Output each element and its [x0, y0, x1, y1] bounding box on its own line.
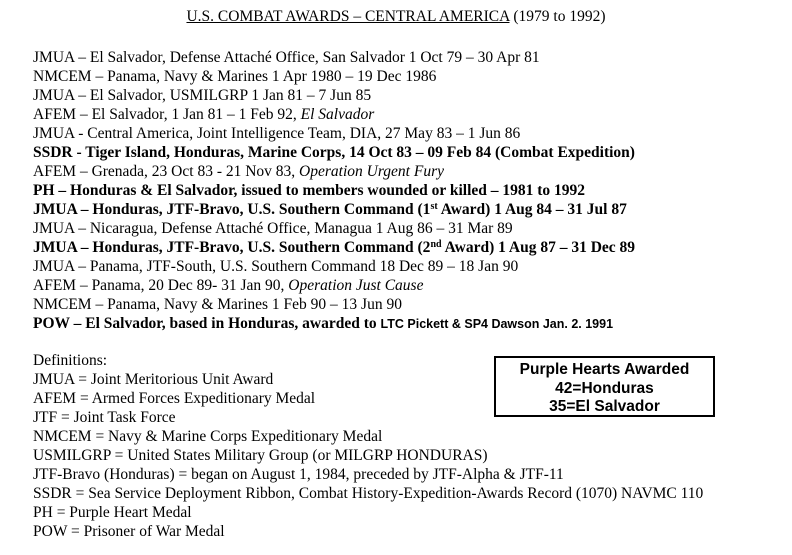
- purple-hearts-honduras: 42=Honduras: [555, 379, 654, 397]
- award-operation: Operation Urgent Fury: [299, 163, 444, 180]
- ordinal-suffix: nd: [430, 239, 442, 250]
- award-line: JMUA – Panama, JTF-South, U.S. Southern Command 18 Dec 89 – 18 Jan 90: [33, 258, 519, 275]
- definition-item: AFEM = Armed Forces Expeditionary Medal: [33, 390, 316, 407]
- award-line: [33, 238, 635, 257]
- definition-item: POW = Prisoner of War Medal: [33, 523, 225, 540]
- definition-item: JMUA = Joint Meritorious Unit Award: [33, 371, 274, 388]
- definition-item: PH = Purple Heart Medal: [33, 504, 192, 521]
- definition-item: SSDR = Sea Service Deployment Ribbon, Combat History-Expedition-Awards Record (1070) NAVMC 110: [33, 485, 704, 502]
- purple-hearts-title: Purple Hearts Awarded: [519, 361, 690, 378]
- title-text: U.S. COMBAT AWARDS – CENTRAL AMERICA: [186, 8, 510, 25]
- definition-item: USMILGRP = United States Military Group (or MILGRP HONDURAS): [33, 447, 488, 464]
- award-operation: El Salvador: [300, 106, 375, 123]
- award-text: JMUA – Honduras, JTF-Bravo, U.S. Southern Command (1: [33, 201, 431, 218]
- award-line: [33, 314, 635, 333]
- award-text: Award) 1 Aug 87 – 31 Dec 89: [441, 239, 636, 256]
- award-text: AFEM – Grenada, 23 Oct 83 - 21 Nov 83,: [33, 163, 300, 180]
- award-line: PH – Honduras & El Salvador, issued to members wounded or killed – 1981 to 1992: [33, 182, 586, 199]
- document-title: [0, 8, 792, 26]
- pow-recipients: LTC Pickett & SP4 Dawson Jan. 2. 1991: [380, 317, 614, 331]
- award-line: SSDR - Tiger Island, Honduras, Marine Corps, 14 Oct 83 – 09 Feb 84 (Combat Expedition): [33, 144, 635, 161]
- ordinal-suffix: st: [430, 201, 438, 212]
- award-text: POW – El Salvador, based in Honduras, awarded to: [33, 315, 381, 332]
- award-text: AFEM – Panama, 20 Dec 89- 31 Jan 90,: [33, 277, 289, 294]
- award-line: JMUA – El Salvador, Defense Attaché Office, San Salvador 1 Oct 79 – 30 Apr 81: [33, 49, 540, 66]
- award-text: JMUA – Honduras, JTF-Bravo, U.S. Southern Command (2: [33, 239, 431, 256]
- award-line: [33, 162, 635, 181]
- award-line: [33, 105, 635, 124]
- definitions-heading: Definitions:: [33, 352, 108, 369]
- purple-hearts-box: [494, 356, 715, 417]
- award-line: JMUA - Central America, Joint Intelligence Team, DIA, 27 May 83 – 1 Jun 86: [33, 125, 521, 142]
- definition-item: JTF-Bravo (Honduras) = began on August 1, 1984, preceded by JTF-Alpha & JTF-11: [33, 466, 564, 483]
- award-text: Award) 1 Aug 84 – 31 Jul 87: [437, 201, 627, 218]
- purple-hearts-el-salvador: 35=El Salvador: [549, 398, 660, 415]
- award-text: AFEM – El Salvador, 1 Jan 81 – 1 Feb 92,: [33, 106, 301, 123]
- award-line: [33, 276, 635, 295]
- awards-list: [33, 48, 635, 333]
- award-line: JMUA – Nicaragua, Defense Attaché Office, Managua 1 Aug 86 – 31 Mar 89: [33, 220, 513, 237]
- title-years: (1979 to 1992): [513, 8, 606, 25]
- award-line: JMUA – El Salvador, USMILGRP 1 Jan 81 – 7 Jun 85: [33, 87, 372, 104]
- definition-item: NMCEM = Navy & Marine Corps Expeditionary Medal: [33, 428, 383, 445]
- award-line: NMCEM – Panama, Navy & Marines 1 Feb 90 – 13 Jun 90: [33, 296, 402, 313]
- award-line: NMCEM – Panama, Navy & Marines 1 Apr 1980 – 19 Dec 1986: [33, 68, 437, 85]
- definition-item: JTF = Joint Task Force: [33, 409, 176, 426]
- award-operation: Operation Just Cause: [288, 277, 424, 294]
- award-line: [33, 200, 635, 219]
